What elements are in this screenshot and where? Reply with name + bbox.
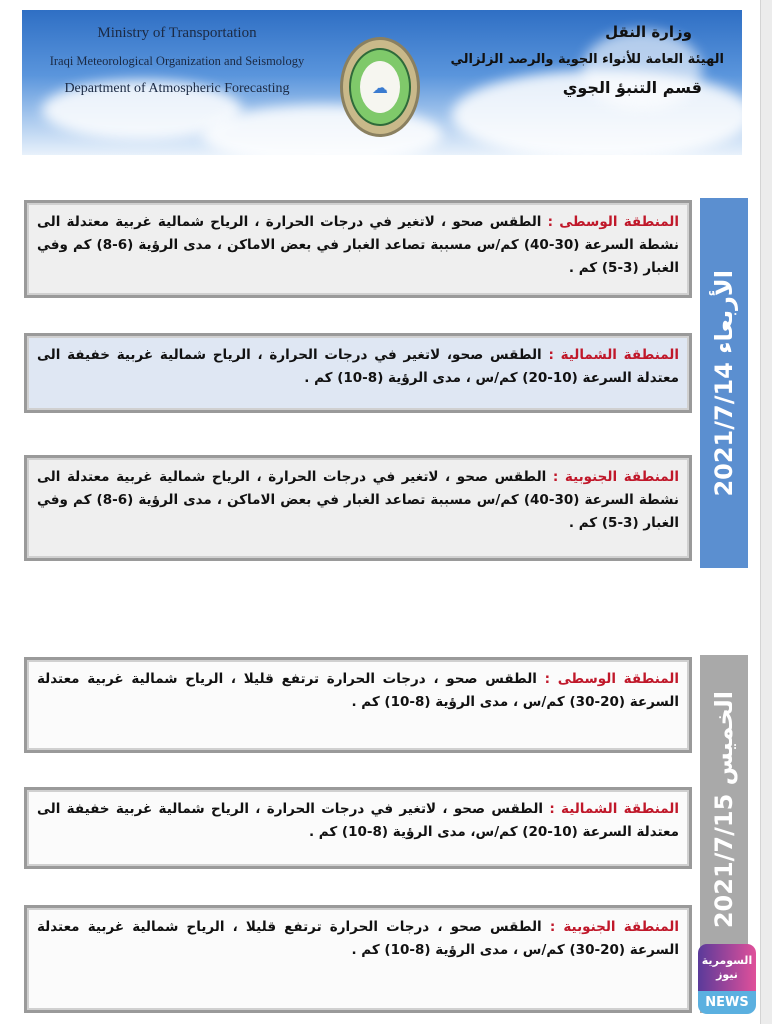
date-label: الأربعاء 2021/7/14 xyxy=(710,269,738,497)
organization-seal-logo: ☁ xyxy=(340,37,420,137)
ministry-en: Ministry of Transportation xyxy=(97,25,257,41)
forecast-text: الطقس صحو، لاتغير في درجات الحرارة ، الرياح شمالية غربية خفيفة الى معتدلة السرعة (10-20) كم/س ، مدى الرؤية (8-10) كم . xyxy=(37,347,679,386)
region-label: المنطقة الوسطى : xyxy=(544,671,679,687)
header-banner xyxy=(22,10,742,155)
forecast-text: الطقس صحو ، درجات الحرارة ترتفع قليلا ، الرياح شمالية غربية معتدلة السرعة (20-30) كم/س ، مدى الرؤية (8-10) كم . xyxy=(37,919,679,958)
ministry-ar: وزارة النقل xyxy=(605,23,692,41)
organization-ar: الهيئة العامة للأنواء الجوية والرصد الزلزالي xyxy=(450,52,724,67)
region-label: المنطقة الشمالية : xyxy=(549,801,679,817)
forecast-text: الطقس صحو ، لاتغير في درجات الحرارة ، الرياح شمالية غربية خفيفة الى معتدلة السرعة (10-20) كم/س، مدى الرؤية (8-10) كم . xyxy=(37,801,679,840)
date-label: الخميس 2021/7/15 xyxy=(710,691,738,929)
forecast-text: الطقس صحو ، لاتغير في درجات الحرارة ، الرياح شمالية غربية معتدلة الى نشطة السرعة (30-40) كم/س مسببة تصاعد الغبار في بعض الاماكن ، مدى الرؤية (6-8) كم وفي الغبار (3-5) كم . xyxy=(37,214,679,276)
forecast-text: الطقس صحو ، درجات الحرارة ترتفع قليلا ، الرياح شمالية غربية معتدلة السرعة (20-30) كم/س ، مدى الرؤية (8-10) كم . xyxy=(37,671,679,710)
forecast-north-day2 xyxy=(24,787,692,869)
forecast-text: الطقس صحو ، لاتغير في درجات الحرارة ، الرياح شمالية غربية معتدلة الى نشطة السرعة (30-40) كم/س مسببة تصاعد الغبار في بعض الاماكن ، مدى الرؤية (6-8) كم وفي الغبار (3-5) كم . xyxy=(37,469,679,531)
region-label: المنطقة الجنوبية : xyxy=(552,469,680,485)
forecast-central-day1 xyxy=(24,200,692,298)
scrollbar[interactable] xyxy=(760,0,772,1024)
forecast-north-day1 xyxy=(24,333,692,413)
forecast-central-day2 xyxy=(24,657,692,753)
news-watermark-logo xyxy=(698,944,756,1014)
region-label: المنطقة الجنوبية : xyxy=(549,919,680,935)
forecast-south-day1 xyxy=(24,455,692,561)
department-en: Department of Atmospheric Forecasting xyxy=(64,81,290,96)
organization-en: Iraqi Meteorological Organization and Seismology xyxy=(49,54,305,68)
forecast-south-day2 xyxy=(24,905,692,1013)
watermark-news: NEWS xyxy=(698,991,756,1014)
region-label: المنطقة الوسطى : xyxy=(547,214,680,230)
date-bar-day1 xyxy=(700,198,748,568)
watermark-brand: السومرية نيوز xyxy=(698,944,756,991)
region-label: المنطقة الشمالية : xyxy=(548,347,679,363)
department-ar: قسم التنبؤ الجوي xyxy=(562,78,702,97)
